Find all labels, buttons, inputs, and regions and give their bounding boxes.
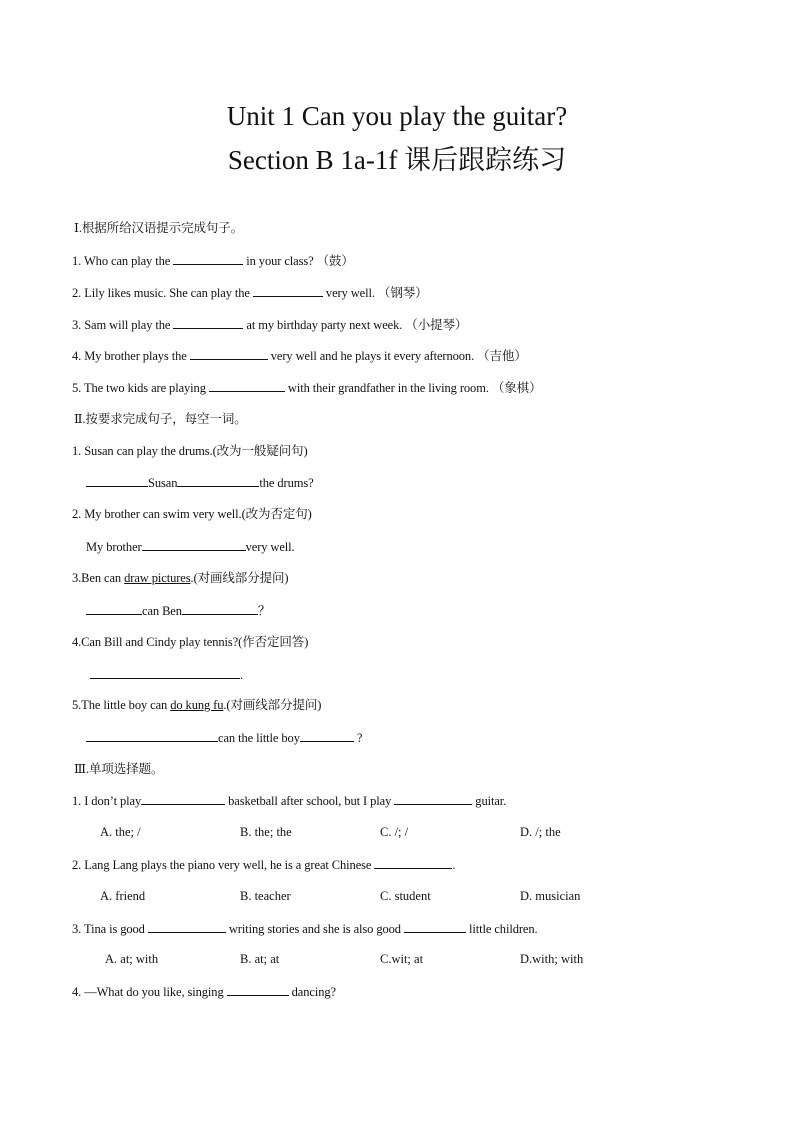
s3-q3-pre: 3. Tina is good	[72, 922, 148, 936]
s1-q5-post: with their grandfather in the living room. （象棋）	[284, 381, 542, 395]
s3-q4-pre: 4. —What do you like, singing	[72, 985, 227, 999]
s1-question-5	[72, 379, 541, 396]
answer-blank[interactable]	[141, 792, 225, 805]
s3-q1-mid: basketball after school, but I play	[225, 794, 395, 808]
answer-blank[interactable]	[148, 920, 226, 933]
answer-blank[interactable]	[209, 379, 285, 392]
s3-question-1	[72, 792, 506, 809]
s3-q2-pre: 2. Lang Lang plays the piano very well, he is a great Chinese	[72, 858, 375, 872]
s2-q3-underlined: draw pictures	[124, 571, 191, 585]
s1-question-4	[72, 347, 527, 364]
answer-blank[interactable]	[394, 792, 472, 805]
s3-q1-option-b[interactable]: B. the; the	[240, 825, 292, 839]
s2-question-4: 4.Can Bill and Cindy play tennis?(作否定回答)	[72, 635, 309, 649]
s2-a1-mid: Susan	[148, 476, 178, 490]
section2-heading: Ⅱ.按要求完成句子，每空一词。	[74, 412, 247, 426]
s1-q4-pre: 4. My brother plays the	[72, 349, 190, 363]
s3-q2-option-b[interactable]: B. teacher	[240, 889, 291, 903]
s3-q2-option-a[interactable]: A. friend	[100, 889, 146, 903]
s1-q3-post: at my birthday party next week. （小提琴）	[243, 318, 468, 332]
s3-q4-post: dancing?	[288, 985, 336, 999]
section3-heading: Ⅲ.单项选择题。	[74, 762, 164, 776]
s2-a2-end: very well.	[245, 540, 295, 554]
answer-blank[interactable]	[253, 284, 323, 297]
s2-a3-end: ？	[257, 604, 271, 618]
s3-q1-option-d[interactable]: D. /; the	[520, 825, 561, 839]
s3-q3-post: little children.	[466, 922, 538, 936]
s3-q1-option-c[interactable]: C. /; /	[380, 825, 409, 839]
s3-question-4	[72, 983, 336, 1000]
section1-heading: Ⅰ.根据所给汉语提示完成句子。	[74, 221, 244, 235]
answer-blank[interactable]	[227, 983, 289, 996]
s2-answer-1	[86, 474, 314, 491]
answer-blank[interactable]	[177, 474, 259, 487]
answer-blank[interactable]	[86, 729, 218, 742]
s3-q3-mid: writing stories and she is also good	[225, 922, 404, 936]
s1-q4-post: very well and he plays it every afternoon. （吉他）	[267, 349, 527, 363]
s1-q1-post: in your class? （鼓）	[243, 254, 354, 268]
title-line-2: Section B 1a-1f 课后跟踪练习	[227, 145, 567, 175]
s1-q1-pre: 1. Who can play the	[72, 254, 174, 268]
s3-q1-option-a[interactable]: A. the; /	[100, 825, 141, 839]
s2-q5-underlined: do kung fu	[170, 698, 224, 712]
s1-q3-pre: 3. Sam will play the	[72, 318, 174, 332]
answer-blank[interactable]	[142, 538, 246, 551]
s2-answer-3	[86, 602, 270, 619]
s2-q5-pre: 5.The little boy can	[72, 698, 171, 712]
s1-q5-pre: 5. The two kids are playing	[72, 381, 209, 395]
s2-q5-post: .(对画线部分提问)	[223, 698, 322, 712]
s2-question-5	[72, 697, 321, 713]
s2-q3-pre: 3.Ben can	[72, 571, 125, 585]
s3-q2-option-d[interactable]: D. musician	[520, 889, 581, 903]
s3-question-3	[72, 920, 538, 937]
s2-a3-mid: can Ben	[142, 604, 182, 618]
answer-blank[interactable]	[173, 316, 243, 329]
answer-blank[interactable]	[86, 602, 142, 615]
s1-question-2	[72, 284, 428, 301]
s2-answer-4	[90, 666, 243, 683]
answer-blank[interactable]	[190, 347, 268, 360]
s3-q3-option-d[interactable]: D.with; with	[520, 952, 584, 966]
s2-a2-pre: My brother	[86, 540, 142, 554]
s3-question-2	[72, 856, 455, 873]
s3-q3-option-a[interactable]: A. at; with	[105, 952, 159, 966]
s3-q3-option-c[interactable]: C.wit; at	[380, 952, 424, 966]
s2-answer-5	[86, 729, 362, 746]
s1-q2-pre: 2. Lily likes music. She can play the	[72, 286, 253, 300]
answer-blank[interactable]	[300, 729, 354, 742]
s3-q1-post: guitar.	[472, 794, 507, 808]
s2-a4-end: .	[240, 668, 244, 682]
s2-question-3	[72, 570, 288, 586]
answer-blank[interactable]	[404, 920, 466, 933]
title-line-1: Unit 1 Can you play the guitar?	[226, 101, 568, 131]
s2-answer-2	[86, 538, 295, 555]
s2-a5-end: ?	[353, 731, 363, 745]
s3-q2-post: .	[452, 858, 456, 872]
s2-question-1: 1. Susan can play the drums.(改为一般疑问句)	[72, 444, 308, 458]
answer-blank[interactable]	[182, 602, 258, 615]
s2-question-2: 2. My brother can swim very well.(改为否定句)	[72, 507, 312, 521]
answer-blank[interactable]	[86, 474, 148, 487]
s2-q3-post: .(对画线部分提问)	[190, 571, 289, 585]
answer-blank[interactable]	[374, 856, 452, 869]
s3-q3-option-b[interactable]: B. at; at	[240, 952, 280, 966]
s1-question-3	[72, 316, 467, 333]
s3-q2-option-c[interactable]: C. student	[380, 889, 431, 903]
s2-a5-mid: can the little boy	[218, 731, 300, 745]
s1-q2-post: very well. （钢琴）	[322, 286, 428, 300]
s2-a1-end: the drums?	[259, 476, 314, 490]
answer-blank[interactable]	[173, 252, 243, 265]
s3-q1-pre: 1. I don’t play	[72, 794, 142, 808]
s1-question-1	[72, 252, 354, 269]
answer-blank[interactable]	[90, 666, 240, 679]
